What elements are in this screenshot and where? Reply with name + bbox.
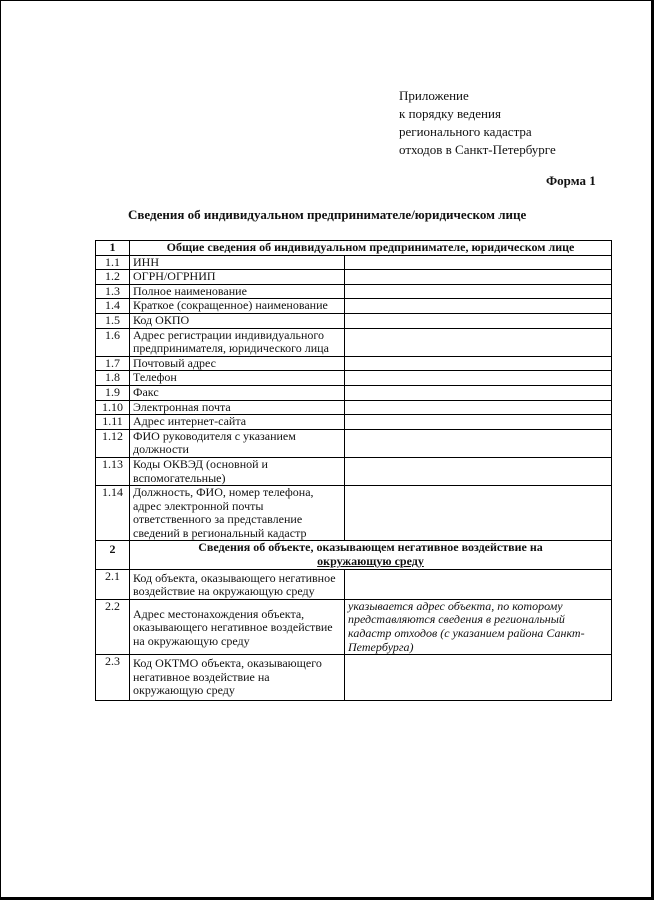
table-row	[96, 415, 612, 430]
table-row	[96, 400, 612, 415]
row-label: Краткое (сокращенное) наименование	[130, 299, 345, 314]
table-row	[96, 356, 612, 371]
table-row	[96, 284, 612, 299]
row-label: Адрес регистрации индивидуального предпринимателя, юридического лица	[130, 328, 345, 356]
row-label: Почтовый адрес	[130, 356, 345, 371]
info-table	[95, 240, 612, 701]
section-header-row	[96, 541, 612, 569]
row-value[interactable]	[345, 429, 612, 457]
row-value[interactable]	[345, 415, 612, 430]
row-value[interactable]	[345, 371, 612, 386]
table-row	[96, 385, 612, 400]
row-label: Код ОКТМО объекта, оказывающего негативное воздействие на окружающую среду	[130, 655, 345, 701]
row-value[interactable]	[345, 400, 612, 415]
row-label: Телефон	[130, 371, 345, 386]
row-value[interactable]	[345, 299, 612, 314]
table-row	[96, 429, 612, 457]
section-number: 2	[96, 541, 130, 569]
row-number: 1.6	[96, 328, 130, 356]
row-label: Факс	[130, 385, 345, 400]
row-value[interactable]	[345, 457, 612, 485]
row-label: Адрес интернет-сайта	[130, 415, 345, 430]
table-row	[96, 599, 612, 654]
row-number: 1.13	[96, 457, 130, 485]
table-row	[96, 371, 612, 386]
row-label: Электронная почта	[130, 400, 345, 415]
table-row	[96, 569, 612, 599]
row-value[interactable]	[345, 270, 612, 285]
row-number: 1.5	[96, 313, 130, 328]
row-number: 1.1	[96, 255, 130, 270]
row-number: 1.2	[96, 270, 130, 285]
table-row	[96, 255, 612, 270]
row-value[interactable]	[345, 385, 612, 400]
table-row	[96, 655, 612, 701]
section-title-line: окружающую среду	[317, 554, 424, 569]
section-title: Общие сведения об индивидуальном предпринимателе, юридическом лице	[130, 241, 612, 256]
table-row	[96, 313, 612, 328]
section-number: 1	[96, 241, 130, 256]
table-row	[96, 457, 612, 485]
row-number: 2.3	[96, 655, 130, 701]
row-value[interactable]	[345, 255, 612, 270]
row-value[interactable]	[345, 486, 612, 541]
table-row	[96, 270, 612, 285]
row-value[interactable]: указывается адрес объекта, по которому представляются сведения в региональный кадастр отходов (с указанием района Санкт-Петербурга)	[345, 599, 612, 654]
section-title	[130, 541, 612, 569]
document-title: Сведения об индивидуальном предпринимателе/юридическом лице	[128, 207, 527, 222]
form-number: Форма 1	[546, 173, 596, 188]
row-label: ОГРН/ОГРНИП	[130, 270, 345, 285]
row-value[interactable]	[345, 569, 612, 599]
annex-line: к порядку ведения	[399, 106, 501, 121]
row-number: 2.1	[96, 569, 130, 599]
row-label: Полное наименование	[130, 284, 345, 299]
row-number: 1.11	[96, 415, 130, 430]
annex-line: Приложение	[399, 88, 469, 103]
row-number: 1.4	[96, 299, 130, 314]
row-number: 1.14	[96, 486, 130, 541]
annex-line: регионального кадастра	[399, 124, 532, 139]
annex-line: отходов в Санкт-Петербурге	[399, 142, 556, 157]
row-number: 1.9	[96, 385, 130, 400]
row-label: Адрес местонахождения объекта, оказывающего негативное воздействие на окружающую среду	[130, 599, 345, 654]
row-number: 1.10	[96, 400, 130, 415]
row-label: Код объекта, оказывающего негативное воздействие на окружающую среду	[130, 569, 345, 599]
annex-note	[399, 87, 556, 159]
row-label: Коды ОКВЭД (основной и вспомогательные)	[130, 457, 345, 485]
row-number: 1.3	[96, 284, 130, 299]
row-value[interactable]	[345, 313, 612, 328]
table-row	[96, 328, 612, 356]
table-row	[96, 299, 612, 314]
row-value[interactable]	[345, 284, 612, 299]
row-number: 1.12	[96, 429, 130, 457]
row-label: ИНН	[130, 255, 345, 270]
row-value[interactable]	[345, 655, 612, 701]
row-label: Код ОКПО	[130, 313, 345, 328]
section-header-row	[96, 241, 612, 256]
row-number: 1.7	[96, 356, 130, 371]
section-title-line: Сведения об объекте, оказывающем негативное воздействие на	[198, 540, 543, 555]
table-row	[96, 486, 612, 541]
row-value[interactable]	[345, 328, 612, 356]
row-number: 1.8	[96, 371, 130, 386]
row-label: Должность, ФИО, номер телефона, адрес электронной почты ответственного за представление сведений в региональный кадастр	[130, 486, 345, 541]
row-label: ФИО руководителя с указанием должности	[130, 429, 345, 457]
row-value[interactable]	[345, 356, 612, 371]
row-number: 2.2	[96, 599, 130, 654]
